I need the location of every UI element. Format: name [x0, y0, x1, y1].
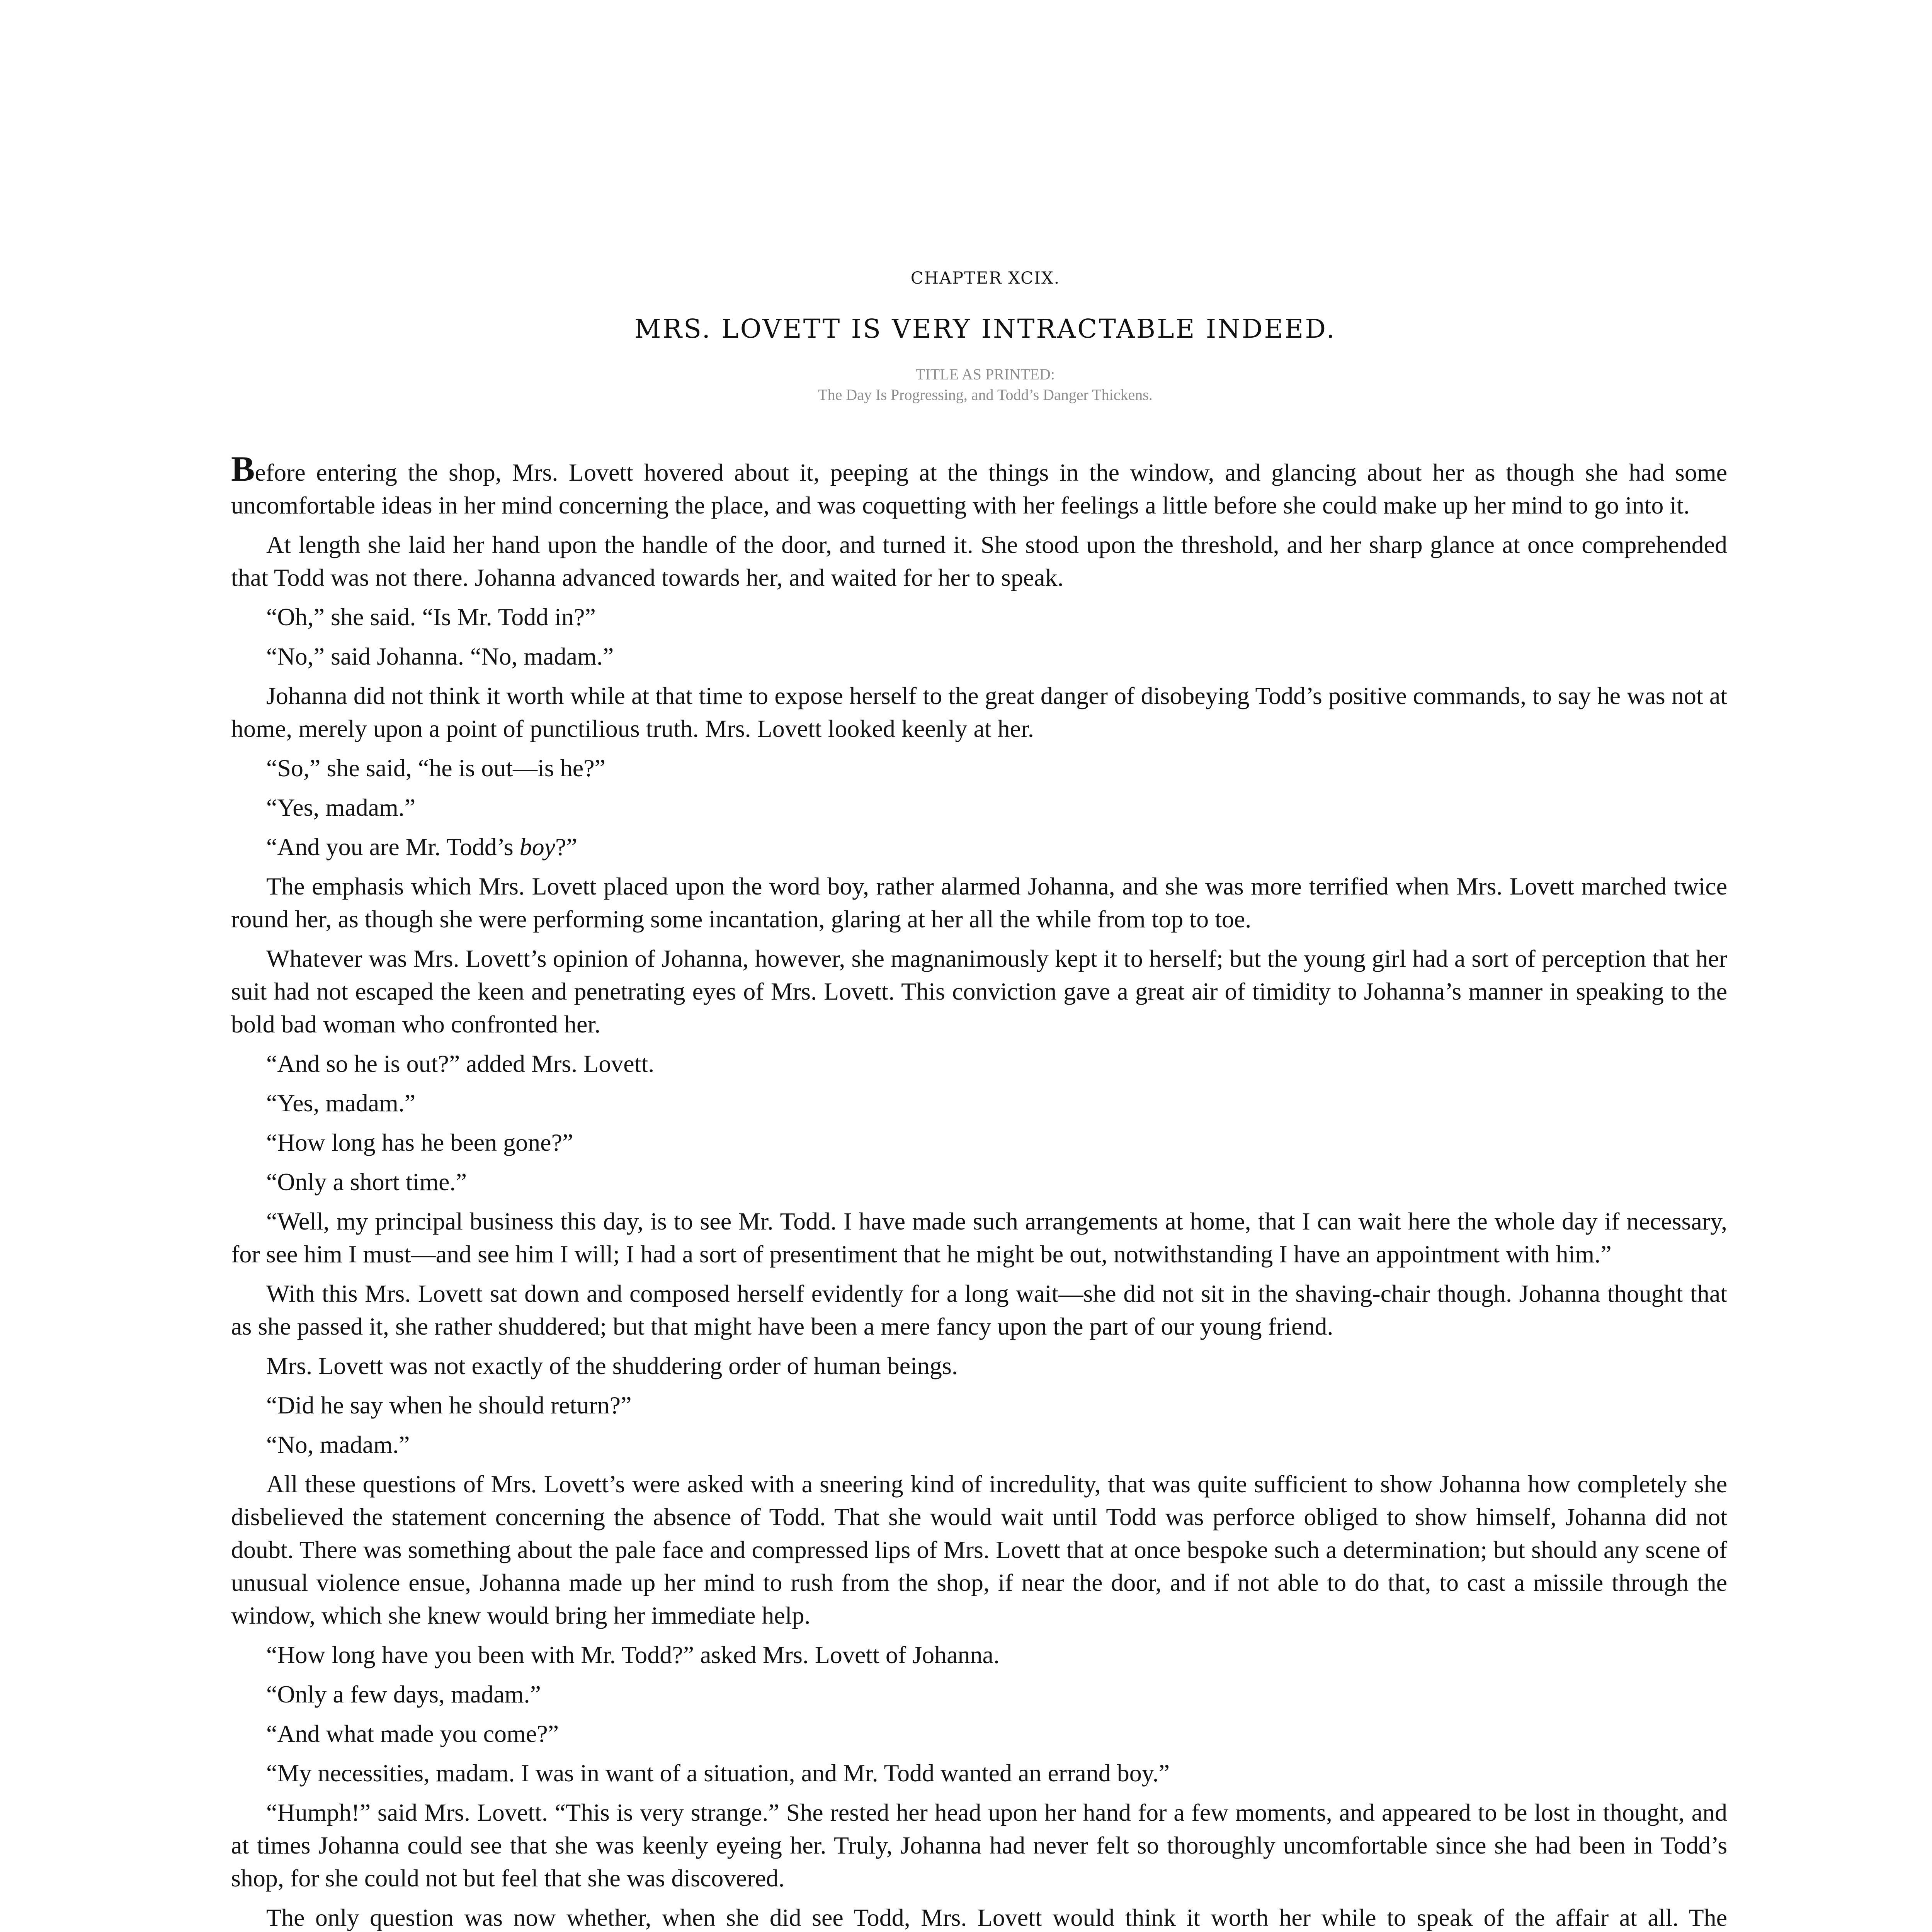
- printed-title-label: TITLE AS PRINTED:: [916, 366, 1055, 383]
- paragraph: “Did he say when he should return?”: [266, 1391, 632, 1419]
- boy-paragraph: [231, 830, 1727, 863]
- paragraph: “And so he is out?” added Mrs. Lovett.: [266, 1050, 655, 1077]
- paragraph: “Oh,” she said. “Is Mr. Todd in?”: [266, 603, 596, 631]
- paragraph: “So,” she said, “he is out—is he?”: [266, 754, 605, 782]
- paragraph: “Yes, madam.”: [266, 1089, 416, 1117]
- paragraph: “Yes, madam.”: [266, 794, 416, 821]
- paragraph: At length she laid her hand upon the handle of the door, and turned it. She stood upon the threshold, and her sharp glance at once comprehended that Todd was not there. Johanna advanced towards her, and waited for her to speak.: [231, 531, 1727, 591]
- paragraph: “And what made you come?”: [266, 1720, 559, 1747]
- drop-cap: B: [231, 449, 255, 488]
- paragraph: Mrs. Lovett was not exactly of the shuddering order of human beings.: [266, 1352, 958, 1379]
- chapter-number: CHAPTER XCIX.: [910, 269, 1060, 288]
- first-paragraph: [231, 449, 1727, 522]
- boy-paragraph-before: “And you are Mr. Todd’s: [266, 833, 520, 861]
- paragraph: Whatever was Mrs. Lovett’s opinion of Johanna, however, she magnanimously kept it to herself; but the young girl had a sort of perception that her suit had not escaped the keen and penetrating eyes of Mrs. Lovett. This conviction gave a great air of timidity to Johanna’s manner in speaking to the bold bad woman who confronted her.: [231, 945, 1727, 1038]
- paragraph: “How long have you been with Mr. Todd?” asked Mrs. Lovett of Johanna.: [266, 1641, 1000, 1668]
- paragraph: “My necessities, madam. I was in want of a situation, and Mr. Todd wanted an errand boy.”: [266, 1759, 1170, 1787]
- paragraph: “No,” said Johanna. “No, madam.”: [266, 643, 614, 670]
- paragraph: “How long has he been gone?”: [266, 1129, 573, 1156]
- chapter-title: MRS. LOVETT IS VERY INTRACTABLE INDEED.: [634, 314, 1336, 344]
- paragraph: “Humph!” said Mrs. Lovett. “This is very strange.” She rested her head upon her hand for a few moments, and appeared to be lost in thought, and at times Johanna could see that she was keenly eyeing her. Truly, Johanna had never felt so thoroughly uncomfortable since she had been in Todd’s shop, for she could not but feel that she was discovered.: [231, 1799, 1727, 1892]
- paragraph: “Only a few days, madam.”: [266, 1680, 541, 1708]
- paragraph: With this Mrs. Lovett sat down and composed herself evidently for a long wait—she did not sit in the shaving-chair though. Johanna thought that as she passed it, she rather shuddered; but that might have been a mere fancy upon the part of our young friend.: [231, 1280, 1727, 1340]
- paragraph: “Well, my principal business this day, is to see Mr. Todd. I have made such arrangements at home, that I can wait here the whole day if necessary, for see him I must—and see him I will; I had a sort of presentiment that he might be out, notwithstanding I have an appointment with him.”: [231, 1208, 1727, 1268]
- paragraph: “No, madam.”: [266, 1431, 410, 1458]
- first-paragraph-text: efore entering the shop, Mrs. Lovett hovered about it, peeping at the things in the window, and glancing about her as though she had some uncomfortable ideas in her mind concerning the place, and was coquetting with her feelings a little before she could make up her mind to go into it.: [231, 459, 1727, 519]
- boy-emphasis: boy: [519, 833, 555, 861]
- paragraph: The only question was now whether, when she did see Todd, Mrs. Lovett would think it worth her while to speak of the affair at all. The: [266, 1904, 1727, 1931]
- chapter-body: [231, 449, 1727, 1932]
- paragraph: The emphasis which Mrs. Lovett placed upon the word boy, rather alarmed Johanna, and she was more terrified when Mrs. Lovett marched twice round her, as though she were performing some incantation, glaring at her all the while from top to toe.: [231, 872, 1727, 933]
- paragraph: All these questions of Mrs. Lovett’s were asked with a sneering kind of incredulity, that was quite sufficient to show Johanna how completely she disbelieved the statement concerning the absence of Todd. That she would wait until Todd was perforce obliged to show himself, Johanna did not doubt. There was something about the pale face and compressed lips of Mrs. Lovett that at once bespoke such a determination; but should any scene of unusual violence ensue, Johanna made up her mind to rush from the shop, if near the door, and if not able to do that, to cast a missile through the window, which she knew would bring her immediate help.: [231, 1470, 1727, 1629]
- paragraph: “Only a short time.”: [266, 1168, 467, 1196]
- boy-paragraph-after: ?”: [555, 833, 577, 861]
- printed-title: The Day Is Progressing, and Todd’s Danger Thickens.: [818, 386, 1153, 403]
- paragraph: Johanna did not think it worth while at that time to expose herself to the great danger of disobeying Todd’s positive commands, to say he was not at home, merely upon a point of punctilious truth. Mrs. Lovett looked keenly at her.: [231, 682, 1727, 742]
